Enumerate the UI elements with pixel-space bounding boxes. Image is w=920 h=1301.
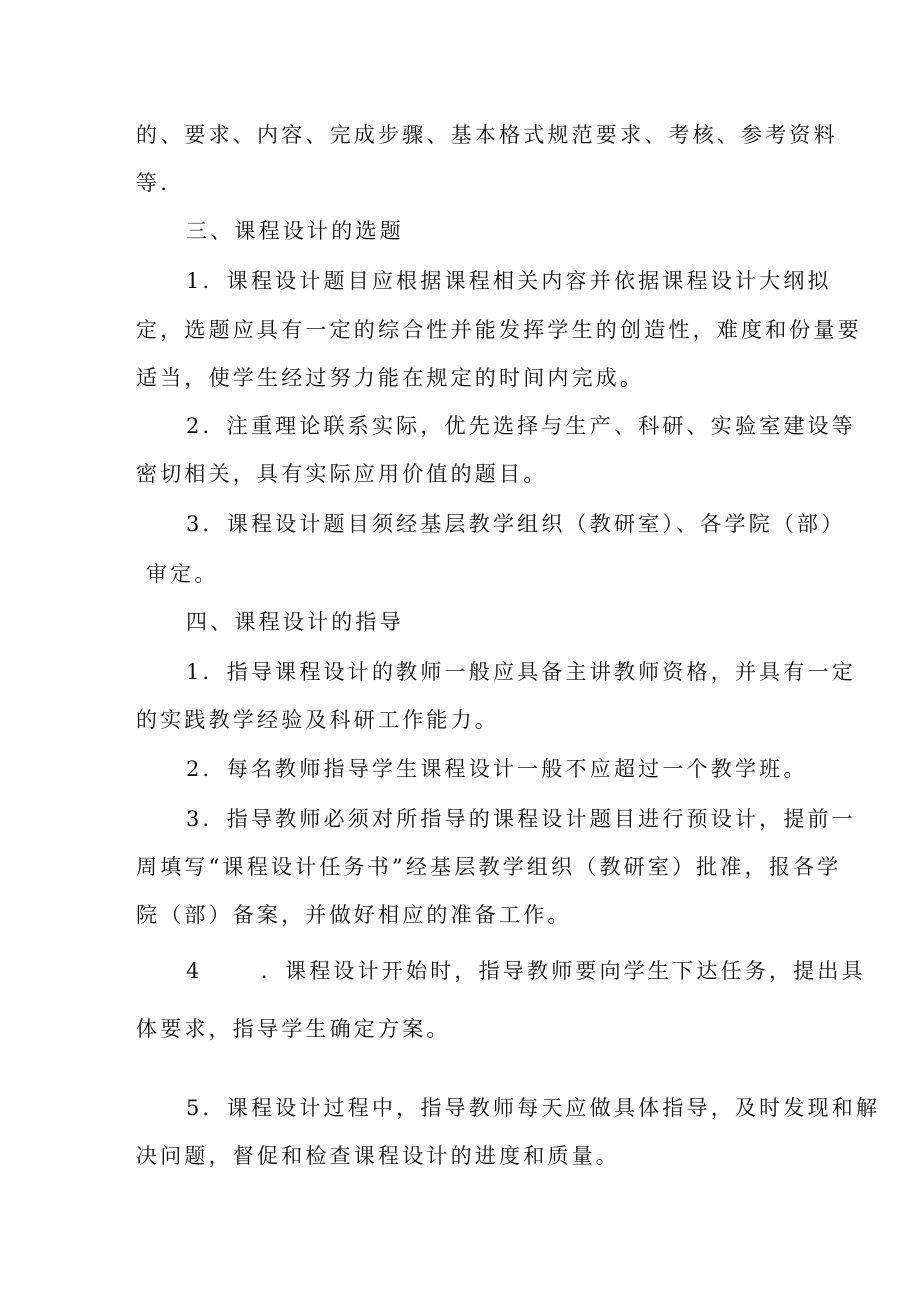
paragraph-line: 院（部）备案，并做好相应的准备工作。 [136, 903, 572, 927]
paragraph-line: 2．每名教师指导学生课程设计一般不应超过一个教学班。 [186, 757, 808, 781]
paragraph-line: 密切相关，具有实际应用价值的题目。 [136, 462, 548, 486]
paragraph-line: 1．课程设计题目应根据课程相关内容并依据课程设计大纲拟 [186, 269, 832, 293]
paragraph-line: 的、要求、内容、完成步骤、基本格式规范要求、考核、参考资料 [136, 123, 838, 147]
section-heading: 四、课程设计的指导 [186, 610, 404, 634]
paragraph-line: 4 ．课程设计开始时，指导教师要向学生下达任务，提出具 [186, 959, 866, 983]
paragraph-line: 审定。 [146, 562, 219, 586]
paragraph-line: 体要求，指导学生确定方案。 [136, 1017, 451, 1041]
paragraph-line: 决问题，督促和检查课程设计的进度和质量。 [136, 1144, 620, 1168]
paragraph-line: 3．指导教师必须对所指导的课程设计题目进行预设计，提前一 [186, 807, 856, 831]
paragraph-line: 定，选题应具有一定的综合性并能发挥学生的创造性，难度和份量要 [136, 318, 862, 342]
paragraph-line: 1．指导课程设计的教师一般应具备主讲教师资格，并具有一定 [186, 660, 856, 684]
paragraph-line: 2．注重理论联系实际，优先选择与生产、科研、实验室建设等 [186, 414, 856, 438]
section-heading: 三、课程设计的选题 [186, 219, 404, 243]
paragraph-line: 等. [136, 171, 171, 195]
paragraph-line: 5．课程设计过程中，指导教师每天应做具体指导，及时发现和解 [186, 1096, 881, 1120]
paragraph-line: 周填写“课程设计任务书”经基层教学组织（教研室）批准，报各学 [136, 855, 842, 879]
paragraph-line: 3．课程设计题目须经基层教学组织（教研室）、各学院（部） [186, 512, 846, 536]
paragraph-line: 的实践教学经验及科研工作能力。 [136, 708, 499, 732]
paragraph-line: 适当，使学生经过努力能在规定的时间内完成。 [136, 366, 645, 390]
